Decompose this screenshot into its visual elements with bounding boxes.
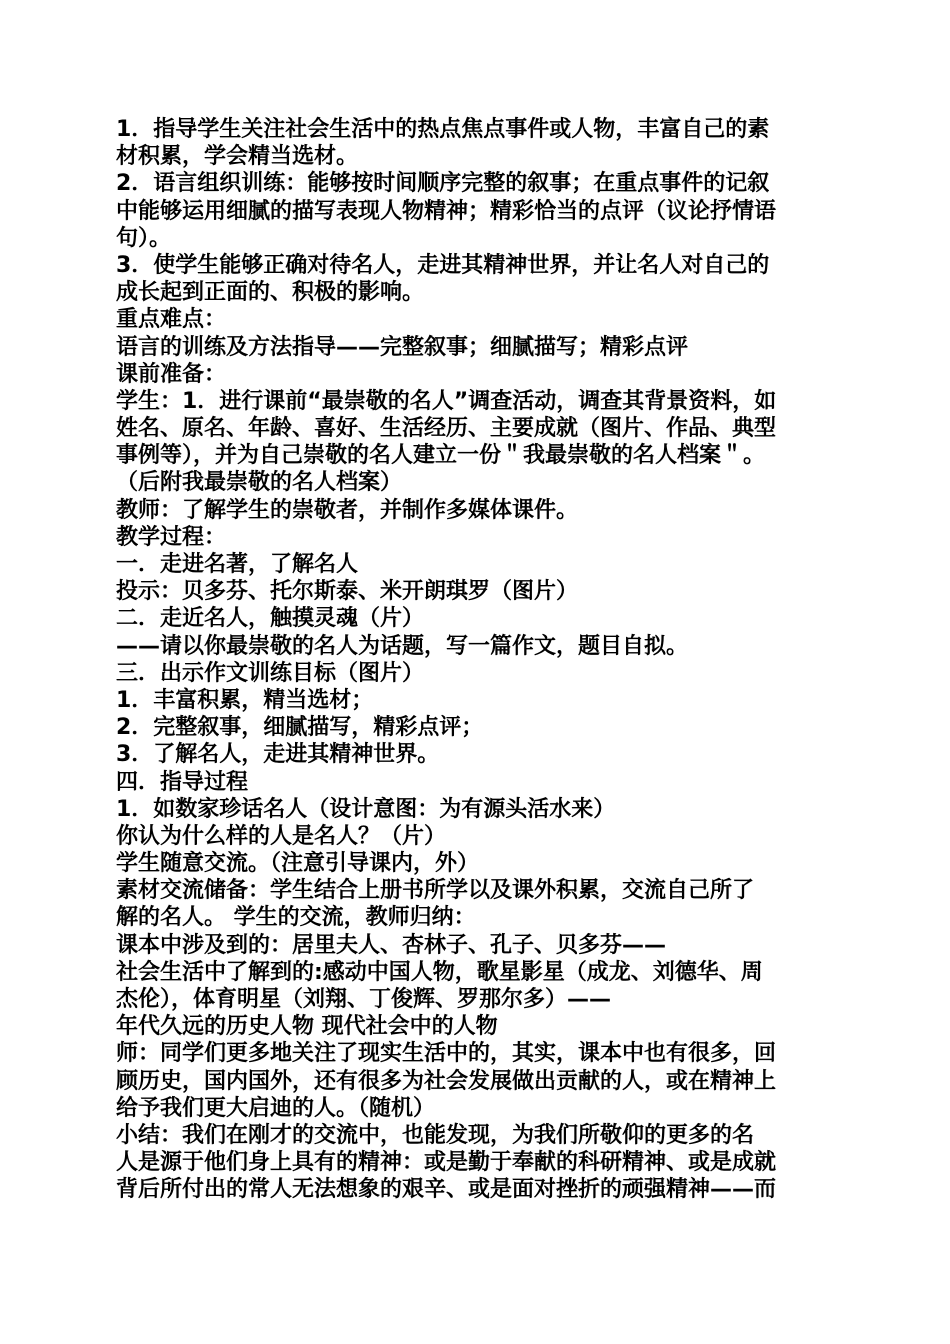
- list-item: 3．了解名人，走进其精神世界。: [116, 742, 440, 768]
- text-line: 社会生活中了解到的:感动中国人物，歌星影星（成龙、刘德华、周: [116, 959, 763, 985]
- text-line: 你认为什么样的人是名人？（片）: [116, 823, 447, 849]
- text-line: 师：同学们更多地关注了现实生活中的，其实，课本中也有很多，回: [116, 1041, 777, 1067]
- text-line: 中能够运用细腻的描写表现人物精神；精彩恰当的点评（议论抒情语: [116, 198, 777, 224]
- step-heading: 三．出示作文训练目标（图片）: [116, 660, 425, 686]
- text-line: 学生随意交流。（注意引导课内，外）: [116, 851, 480, 877]
- text-line: ——请以你最崇敬的名人为话题，写一篇作文，题目自拟。: [116, 633, 689, 659]
- text-line: 顾历史，国内国外，还有很多为社会发展做出贡献的人，或在精神上: [116, 1068, 777, 1094]
- text-line: 解的名人。 学生的交流，教师归纳：: [116, 905, 476, 931]
- text-line: 年代久远的历史人物 现代社会中的人物: [116, 1014, 498, 1040]
- text-line: 2．语言组织训练：能够按时间顺序完整的叙事；在重点事件的记叙: [116, 171, 770, 197]
- text-line: 给予我们更大启迪的人。（随机）: [116, 1095, 436, 1121]
- list-item: 2．完整叙事，细腻描写，精彩点评；: [116, 715, 484, 741]
- text-line: 学生：1．进行课前“最崇敬的名人”调查活动，调查其背景资料，如: [116, 388, 777, 414]
- text-line: （后附我最崇敬的名人档案）: [116, 470, 403, 496]
- section-heading: 课前准备：: [116, 361, 227, 387]
- text-line: 事例等），并为自己崇敬的名人建立一份＂我最崇敬的名人档案＂。: [116, 443, 766, 469]
- text-line: 1．如数家珍话名人（设计意图：为有源头活水来）: [116, 796, 616, 822]
- text-line: 姓名、原名、年龄、喜好、生活经历、主要成就（图片、作品、典型: [116, 416, 777, 442]
- text-line: 教师：了解学生的崇敬者，并制作多媒体课件。: [116, 497, 579, 523]
- text-line: 素材交流储备：学生结合上册书所学以及课外积累，交流自己所了: [116, 878, 755, 904]
- text-line: 杰伦），体育明星（刘翔、丁俊辉、罗那尔多）——: [116, 987, 612, 1012]
- text-line: 3．使学生能够正确对待名人，走进其精神世界，并让名人对自己的: [116, 252, 770, 278]
- text-line: 小结：我们在刚才的交流中，也能发现，为我们所敬仰的更多的名: [116, 1122, 755, 1148]
- text-line: 材积累，学会精当选材。: [116, 144, 359, 170]
- text-line: 成长起到正面的、积极的影响。: [116, 280, 425, 306]
- text-line: 语言的训练及方法指导——完整叙事；细腻描写；精彩点评: [116, 334, 689, 360]
- list-item: 1．丰富积累，精当选材；: [116, 687, 374, 713]
- text-line: 投示：贝多芬、托尔斯泰、米开朗琪罗（图片）: [116, 579, 579, 605]
- step-heading: 四．指导过程: [116, 769, 249, 795]
- section-heading: 教学过程：: [116, 524, 227, 550]
- document-body: [116, 116, 836, 1204]
- section-heading: 重点难点：: [116, 307, 227, 333]
- text-line: 人是源于他们身上具有的精神：或是勤于奉献的科研精神、或是成就: [116, 1150, 777, 1176]
- text-line: 课本中涉及到的：居里夫人、杏林子、孔子、贝多芬——: [116, 932, 667, 958]
- text-line: 背后所付出的常人无法想象的艰辛、或是面对挫折的顽强精神——而: [116, 1177, 777, 1203]
- text-line: 1．指导学生关注社会生活中的热点焦点事件或人物，丰富自己的素: [116, 117, 770, 142]
- text-line: 句）。: [116, 225, 172, 251]
- step-heading: 一．走进名著，了解名人: [116, 552, 359, 577]
- step-heading: 二．走近名人，触摸灵魂（片）: [116, 606, 425, 632]
